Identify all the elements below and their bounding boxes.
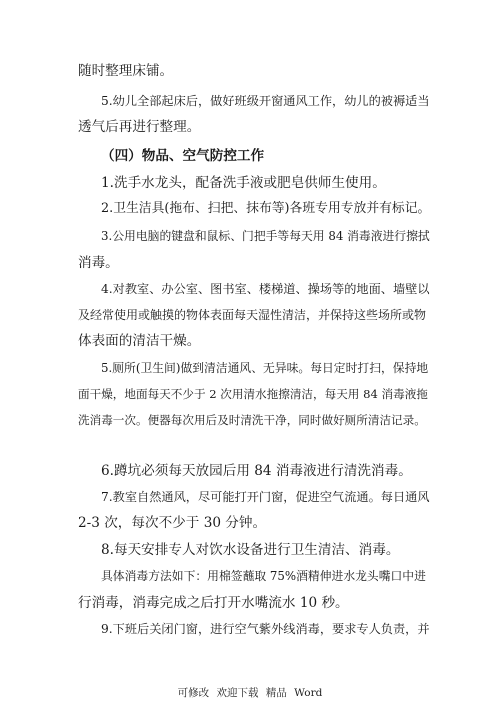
text-line: 1.洗手水龙头，配备洗手液或肥皂供师生使用。 — [101, 175, 386, 191]
text-line: 面干燥，地面每天不少于 2 次用清水拖擦清洁，每天用 84 消毒液拖 — [78, 387, 428, 401]
text-line: 2.卫生洁具(拖布、扫把、抹布等)各班专用专放并有标记。 — [101, 201, 430, 216]
text-line: 洗消毒一次。便器每次用后及时清洗干净，同时做好厕所清洁记录。 — [78, 413, 426, 427]
text-line: 6.蹲坑必须每天放园后用 84 消毒液进行清洗消毒。 — [101, 463, 412, 479]
text-line: 及经常使用或触摸的物体表面每天湿性清洁，并保持这些场所或物 — [78, 308, 427, 322]
page-footer: 可修改 欢迎下载 精品 Word — [177, 687, 323, 699]
text-line: 透气后再进行整理。 — [78, 119, 201, 135]
text-line: 8.每天安排专人对饮水设备进行卫生清洁、消毒。 — [101, 542, 400, 558]
text-line: 行消毒，消毒完成之后打开水嘴流水 10 秒。 — [78, 595, 349, 611]
text-line: 消毒。 — [78, 255, 119, 271]
text-line: 9.下班后关闭门窗，进行空气紫外线消毒，要求专人负责，并 — [101, 622, 430, 636]
section-heading: （四）物品、空气防控工作 — [101, 148, 265, 164]
text-line: 2-3 次，每次不少于 30 分钟。 — [78, 515, 267, 531]
text-line: 4.对教室、办公室、图书室、楼梯道、操场等的地面、墙壁以 — [101, 282, 430, 296]
text-line: 7.教室自然通风，尽可能打开门窗，促进空气流通。每日通风 — [101, 490, 430, 504]
text-line: 体表面的清洁干燥。 — [78, 333, 201, 349]
text-line: 具体消毒方法如下：用棉签蘸取 75%酒精伸进水龙头嘴口中进 — [101, 569, 426, 583]
text-line: 5.幼儿全部起床后，做好班级开窗通风工作，幼儿的被褥适当 — [101, 94, 430, 108]
text-line: 3.公用电脑的键盘和鼠标、门把手等每天用 84 消毒液进行擦拭 — [101, 229, 430, 243]
text-line: 5.厕所(卫生间)做到清洁通风、无异味。每日定时打扫，保持地 — [101, 361, 429, 375]
text-line: 随时整理床铺。 — [78, 63, 174, 79]
